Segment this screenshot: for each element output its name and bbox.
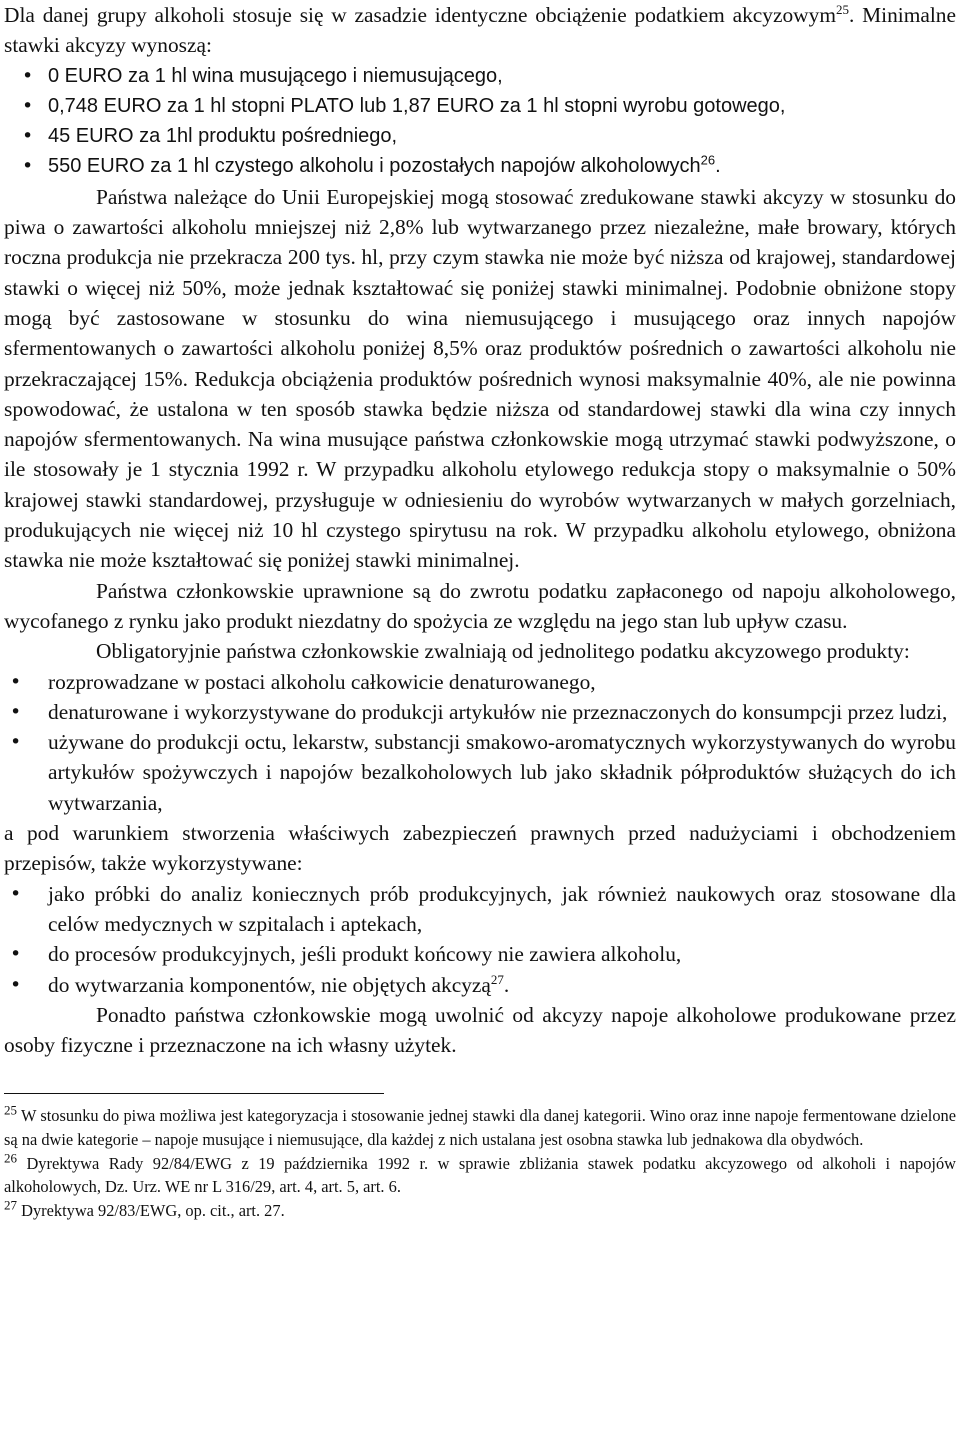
list-item: • do wytwarzania komponentów, nie objętych akcyzą$^{27}$.: [4, 970, 956, 1000]
paragraph-reduced-rates: Państwa należące do Unii Europejskiej mogą stosować zredukowane stawki akcyzy w stosunku do piwa o zawartości alkoholu mniejszej niż 2,8% lub wytwarzanego przez niezależne, małe browary, których roczna produkcja nie przekracza 200 tys. hl, przy czym stawka nie może być niższa od krajowej, standardowej stawki o więcej niż 50%, może jednak kształtować się poniżej stawki minimalnej. Podobnie obniżone stopy mogą być zastosowane w stosunku do wina niemusującego i musującego oraz innych napojów sfermentowanych o zawartości alkoholu poniżej 8,5% oraz produktów pośrednich o zawartości alkoholu nie przekraczającej 15%. Redukcja obciążenia produktów pośrednich wynosi maksymalnie 40%, ale nie powinna spowodować, że ustalona w ten sposób stawka będzie niższa od standardowej stawki dla wina czy innych napojów sfermentowanych. Na wina musujące państwa członkowskie mogą utrzymać stawki podwyższone, o ile stosowały je 1 stycznia 1992 r. W przypadku alkoholu etylowego redukcja stopy o maksymalnie o 50% krajowej stawki standardowej, przysługuje w odniesieniu do wyrobów wytwarzanych w małych gorzelniach, produkujących nie więcej niż 10 hl czystego spirytusu na rok. W przypadku alkoholu etylowego, obniżona stawka nie może kształtować się poniżej stawki minimalnej.: [4, 184, 956, 573]
list-item: • jako próbki do analiz koniecznych prób produkcyjnych, jak również naukowych oraz stosowane dla celów medycznych w szpitalach i aptekach,: [4, 879, 956, 940]
excise-rates-list: [4, 61, 956, 182]
list-item: • używane do produkcji octu, lekarstw, substancji smakowo-aromatycznych wykorzystywanych do wyrobu artykułów spożywczych i napojów bezalkoholowych lub jako składnik półproduktów służących do ich wytwarzania,: [4, 727, 956, 818]
list-item: • rozprowadzane w postaci alkoholu całkowicie denaturowanego,: [4, 667, 956, 697]
conditional-uses-list: [4, 879, 956, 1000]
list-item: • denaturowane i wykorzystywane do produkcji artykułów nie przeznaczonych do konsumpcji przez ludzi,: [4, 697, 956, 727]
footnote-27: $^{27}$ Dyrektywa 92/83/EWG, op. cit., art. 27.: [4, 1197, 285, 1220]
paragraph-intro: Dla danej grupy alkoholi stosuje się w zasadzie identyczne obciążenie podatkiem akcyzowym$^{25}$. Minimalne stawki akcyzy wynoszą:: [4, 1, 956, 58]
paragraph-personal-use: Ponadto państwa członkowskie mogą uwolnić od akcyzy napoje alkoholowe produkowane przez osoby fizyczne i przeznaczone na ich własny użytek.: [4, 1002, 956, 1058]
exemptions-list: [4, 667, 956, 818]
paragraph-refund: Państwa członkowskie uprawnione są do zwrotu podatku zapłaconego od napoju alkoholowego, wycofanego z rynku jako produkt niezdatny do spożycia ze względu na jego stan lub upływ czasu.: [4, 578, 956, 633]
footnote-number: 26: [4, 1150, 17, 1166]
footnote-ref-26[interactable]: 26: [700, 152, 716, 168]
list-item: • 0,748 EURO za 1 hl stopni PLATO lub 1,87 EURO za 1 hl stopni wyrobu gotowego,: [4, 91, 956, 121]
paragraph-conditional-uses: a pod warunkiem stworzenia właściwych zabezpieczeń prawnych przed nadużyciami i obchodzeniem przepisów, także wykorzystywane:: [4, 821, 956, 876]
footnote-ref-27[interactable]: 27: [490, 971, 504, 987]
main-text: [4, 0, 956, 1060]
footnote-26: $^{26}$ Dyrektywa Rady 92/84/EWG z 19 października 1992 r. w sprawie zbliżania stawek podatku akcyzowego od alkoholi i napojów alkoholowych, Dz. Urz. WE nr L 316/29, art. 4, art. 5, art. 6.: [4, 1150, 956, 1197]
list-item: • do procesów produkcyjnych, jeśli produkt końcowy nie zawiera alkoholu,: [4, 939, 956, 969]
paragraph-exemptions-intro: Obligatoryjnie państwa członkowskie zwalniają od jednolitego podatku akcyzowego produkty:: [96, 639, 910, 664]
list-item: • 0 EURO za 1 hl wina musującego i niemusującego,: [4, 61, 956, 91]
footnote-25: $^{25}$ W stosunku do piwa możliwa jest kategoryzacja i stosowanie jednej stawki dla danej kategorii. Wino oraz inne napoje fermentowane dzielone są na dwie kategorie – napoje musujące i niemusujące, dla każdej z nich ustalana jest osobna stawka lub jednakowa dla obydwóch.: [4, 1102, 956, 1149]
footnote-divider: [4, 1093, 384, 1094]
footnotes: [4, 1104, 956, 1222]
list-item: • 45 EURO za 1hl produktu pośredniego,: [4, 121, 956, 151]
footnote-ref-25[interactable]: 25: [835, 1, 849, 17]
footnote-number: 27: [4, 1197, 17, 1213]
footnote-number: 25: [4, 1102, 17, 1118]
list-item: • 550 EURO za 1 hl czystego alkoholu i pozostałych napojów alkoholowych$^{26}$.: [4, 151, 956, 181]
